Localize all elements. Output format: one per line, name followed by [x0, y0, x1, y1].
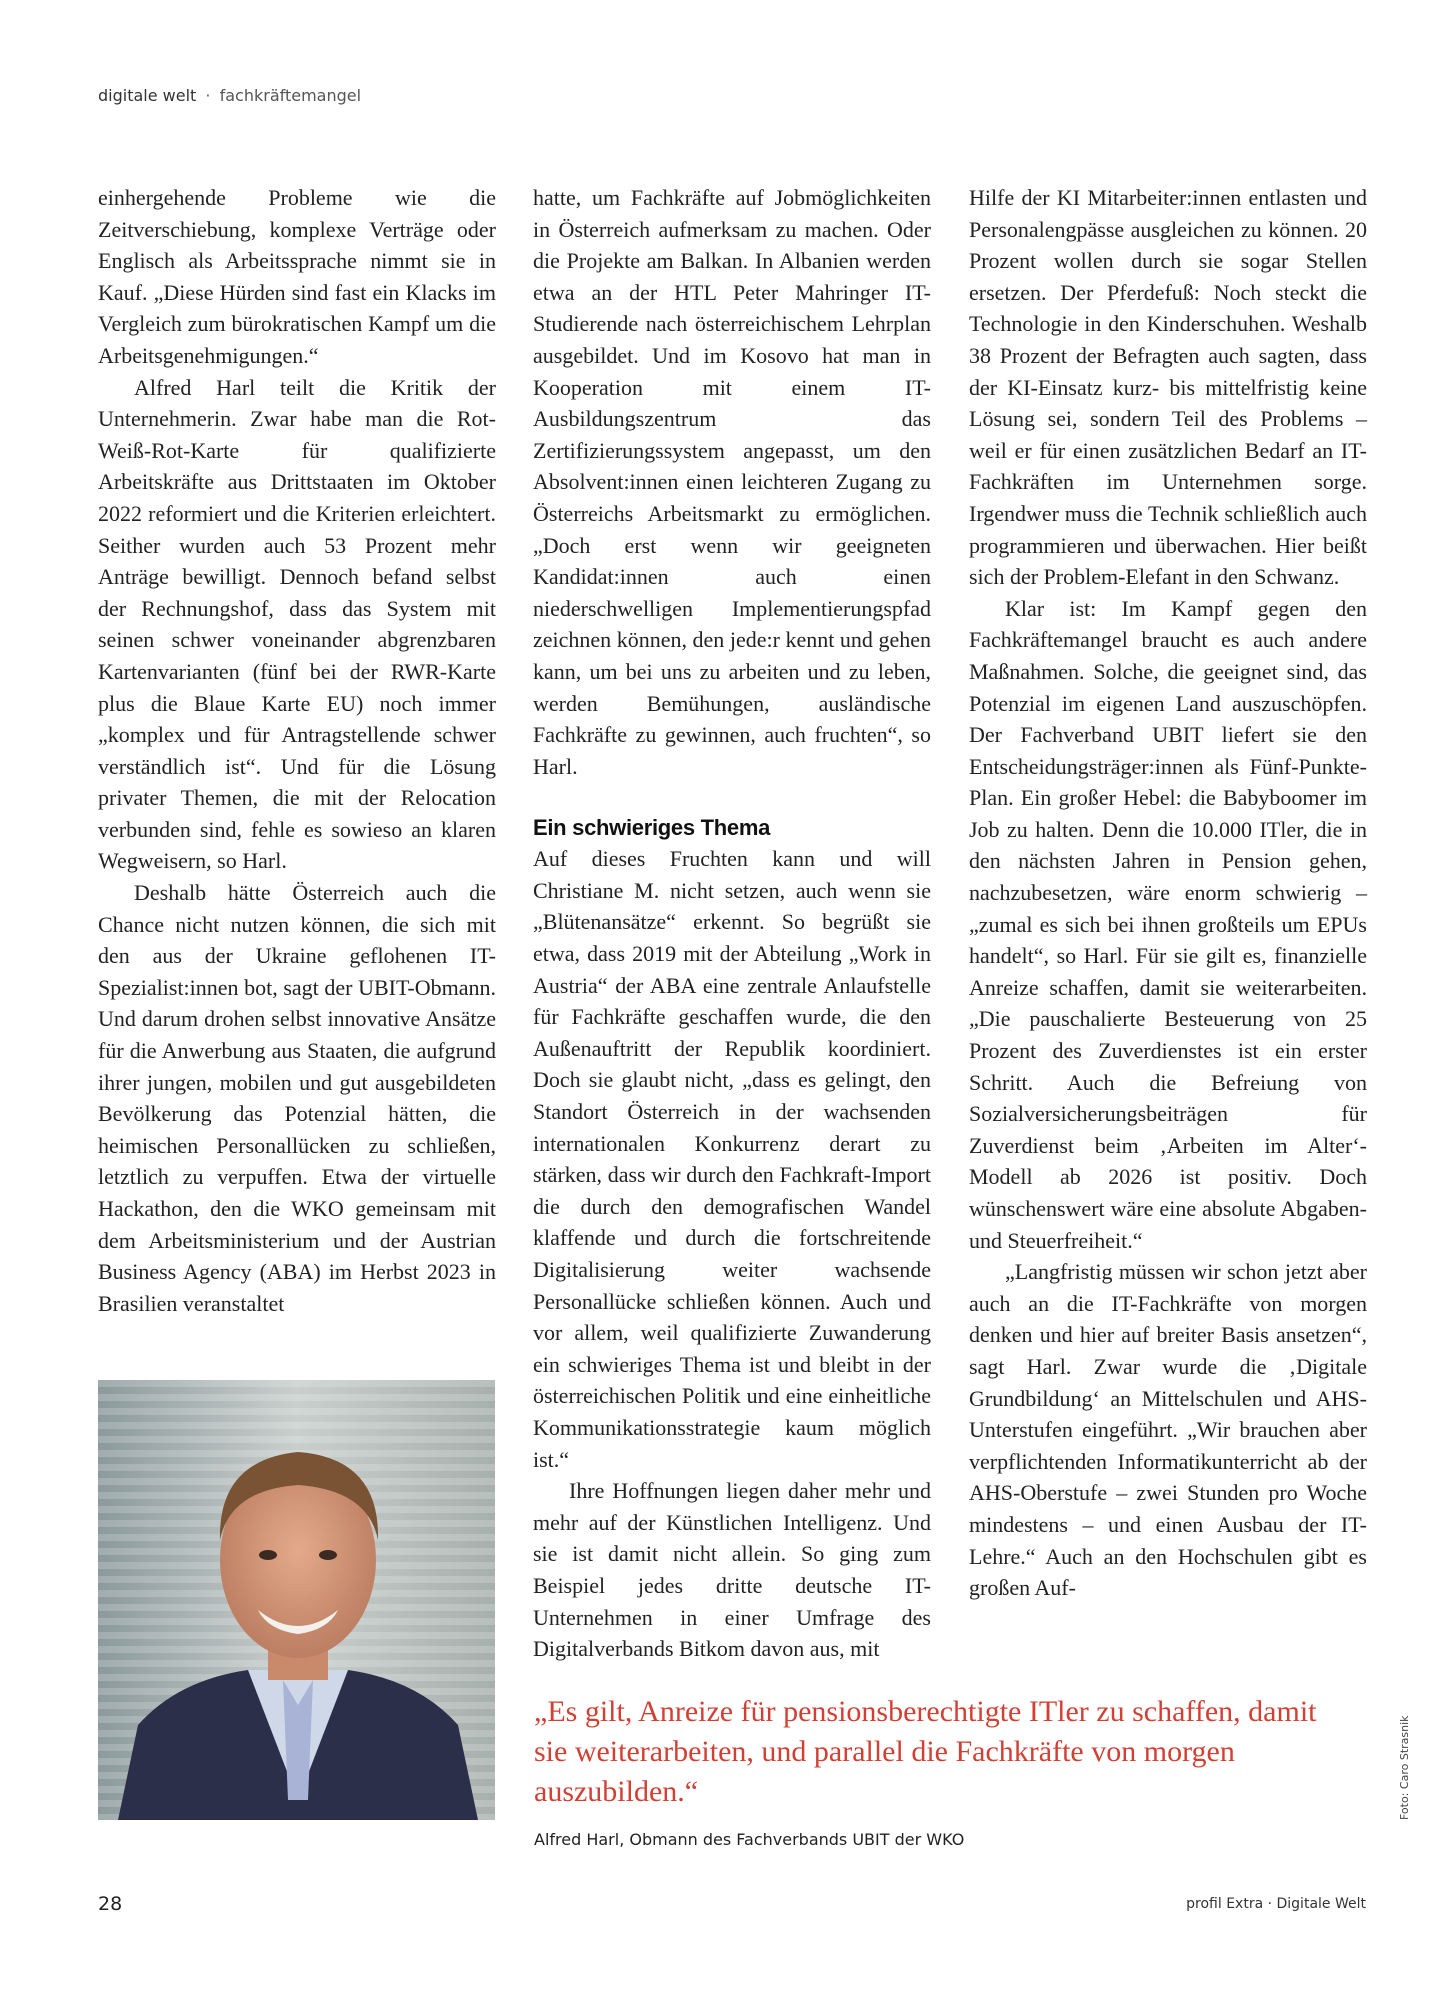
article-column-3: [969, 182, 1367, 1604]
header-separator: ·: [205, 86, 211, 105]
paragraph: Auf dieses Fruchten kann und will Christiane M. nicht setzen, auch wenn sie „Blütenansätze“ erkennt. So begrüßt sie etwa, dass 2019 mit der Abteilung „Work in Austria“ der ABA eine zentrale Anlaufstelle für Fachkräfte geschaffen wurde, die den Außenauftritt der Republik koordiniert. Doch sie glaubt nicht, „dass es gelingt, den Standort Österreich in der wachsenden internationalen Konkurrenz derart zu stärken, dass wir durch den Fachkraft-Import die durch den demografischen Wandel klaffende und durch die fortschreitende Digitalisierung weiter wachsende Personallücke schließen können. Auch und vor allem, weil qualifizierte Zuwanderung ein schwieriges Thema ist und bleibt in der österreichischen Politik und eine einheitliche Kommunikationsstrategie kaum möglich ist.“: [533, 846, 931, 1472]
header-topic: fachkräftemangel: [219, 86, 362, 105]
paragraph: Alfred Harl teilt die Kritik der Unternehmerin. Zwar habe man die Rot-Weiß-Rot-Karte für qualifizierte Arbeitskräfte aus Drittstaaten im Oktober 2022 reformiert und die Kriterien erleichtert. Seither wurden auch 53 Prozent mehr Anträge bewilligt. Dennoch befand selbst der Rechnungshof, dass das System mit seinen schwer voneinander abgrenzbaren Kartenvarianten (fünf bei der RWR-Karte plus die Blaue Karte EU) noch immer „komplex und für Antragstellende schwer verständlich ist“. Und für die Lösung privater Themen, die mit der Relocation verbunden sind, fehle es sowieso an klaren Wegweisern, so Harl.: [98, 374, 496, 874]
pull-quote: „Es gilt, Anreize für pensionsberechtigte ITler zu schaffen, damit sie weiterarbeiten, und parallel die Fachkräfte von morgen auszubilden.“: [534, 1695, 1317, 1808]
subheading: Ein schwieriges Thema: [533, 815, 771, 841]
paragraph: Deshalb hätte Österreich auch die Chance nicht nutzen können, die sich mit den aus der Ukraine geflohenen IT-Spezialist:innen bot, sagt der UBIT-Obmann. Und darum drohen selbst innovative Ansätze für die Anwerbung aus Staaten, die aufgrund ihrer jungen, mobilen und gut ausgebildeten Bevölkerung das Potenzial hätten, die heimischen Personallücken zu schließen, letztlich zu verpuffen. Etwa der virtuelle Hackathon, den die WKO gemeinsam mit dem Arbeitsministerium und der Austrian Business Agency (ABA) im Herbst 2023 in Brasilien veranstaltet: [98, 880, 496, 1316]
running-header: [98, 86, 361, 105]
portrait-photo: [98, 1380, 495, 1820]
photo-credit: Foto: Caro Strasnik: [1398, 1715, 1411, 1820]
paragraph: „Langfristig müssen wir schon jetzt aber auch an die IT-Fachkräfte von morgen denken und hier auf breiter Basis ansetzen“, sagt Harl. Zwar wurde die ‚Digitale Grundbildung‘ an Mittelschulen und AHS-Unterstufen eingeführt. „Wir brauchen aber verpflichtenden Informatikunterricht ab der AHS-Oberstufe – zwei Stunden pro Woche mindestens – und einen Ausbau der IT-Lehre.“ Auch an den Hochschulen gibt es großen Auf-: [969, 1259, 1367, 1601]
paragraph: Hilfe der KI Mitarbeiter:innen entlasten und Personalengpässe ausgleichen zu können. 20 Prozent wollen durch sie sogar Stellen ersetzen. Der Pferdefuß: Noch steckt die Technologie in den Kinderschuhen. Weshalb 38 Prozent der Befragten auch sagten, dass der KI-Einsatz kurz- bis mittelfristig keine Lösung sei, sondern Teil des Problems – weil er für einen zusätzlichen Bedarf an IT-Fachkräften im Unternehmen sorge. Irgendwer muss die Technik schließlich auch programmieren und überwachen. Hier beißt sich der Problem-Elefant in den Schwanz.: [969, 185, 1367, 590]
quote-author: Alfred Harl, Obmann des Fachverbands UBIT der WKO: [534, 1830, 965, 1849]
portrait-illustration: [98, 1380, 495, 1820]
paragraph: einhergehende Probleme wie die Zeitverschiebung, komplexe Verträge oder Englisch als Arbeitssprache nimmt sie in Kauf. „Diese Hürden sind fast ein Klacks im Vergleich zum bürokratischen Kampf um die Arbeitsgenehmigungen.“: [98, 185, 496, 368]
paragraph: hatte, um Fachkräfte auf Jobmöglichkeiten in Österreich aufmerksam zu machen. Oder die Projekte am Balkan. In Albanien werden etwa an der HTL Peter Mahringer IT-Studierende nach österreichischem Lehrplan ausgebildet. Und im Kosovo hat man in Kooperation mit einem IT-Ausbildungszentrum das Zertifizierungssystem angepasst, um den Absolvent:innen einen leichteren Zugang zu Österreichs Arbeitsmarkt zu ermöglichen. „Doch erst wenn wir geeigneten Kandidat:innen auch einen niederschwelligen Implementierungspfad zeichnen können, den jede:r kennt und gehen kann, um bei uns zu arbeiten und zu leben, werden Bemühungen, ausländische Fachkräfte zu gewinnen, auch fruchten“, so Harl.: [533, 185, 931, 779]
article-column-2: [533, 182, 931, 1665]
header-section: digitale welt: [98, 86, 197, 105]
page-number: 28: [98, 1893, 123, 1915]
publication-title: profil Extra · Digitale Welt: [1186, 1896, 1366, 1912]
paragraph: Klar ist: Im Kampf gegen den Fachkräftemangel braucht es auch andere Maßnahmen. Solche, die geeignet sind, das Potenzial im eigenen Land auszuschöpfen. Der Fachverband UBIT liefert sie den Entscheidungsträger:innen als Fünf-Punkte-Plan. Ein großer Hebel: die Babyboomer im Job zu halten. Denn die 10.000 ITler, die in den nächsten Jahren in Pension gehen, nachzubesetzen, wäre enorm schwierig – „zumal es sich bei ihnen großteils um EPUs handelt“, so Harl. Für sie gilt es, finanzielle Anreize schaffen, damit sie weiterarbeiten. „Die pauschalierte Besteuerung von 25 Prozent des Zuverdienstes ist ein erster Schritt. Auch die Befreiung von Sozialversicherungsbeiträgen für Zuverdienst beim ‚Arbeiten im Alter‘-Modell ab 2026 ist positiv. Doch wünschenswert wäre eine absolute Abgaben- und Steuerfreiheit.“: [969, 595, 1367, 1253]
article-column-1: [98, 182, 496, 1319]
paragraph: Ihre Hoffnungen liegen daher mehr und mehr auf der Künstlichen Intelligenz. Und sie ist damit nicht allein. So ging zum Beispiel jedes dritte deutsche IT-Unternehmen in einer Umfrage des Digitalverbands Bitkom davon aus, mit: [533, 1478, 931, 1662]
